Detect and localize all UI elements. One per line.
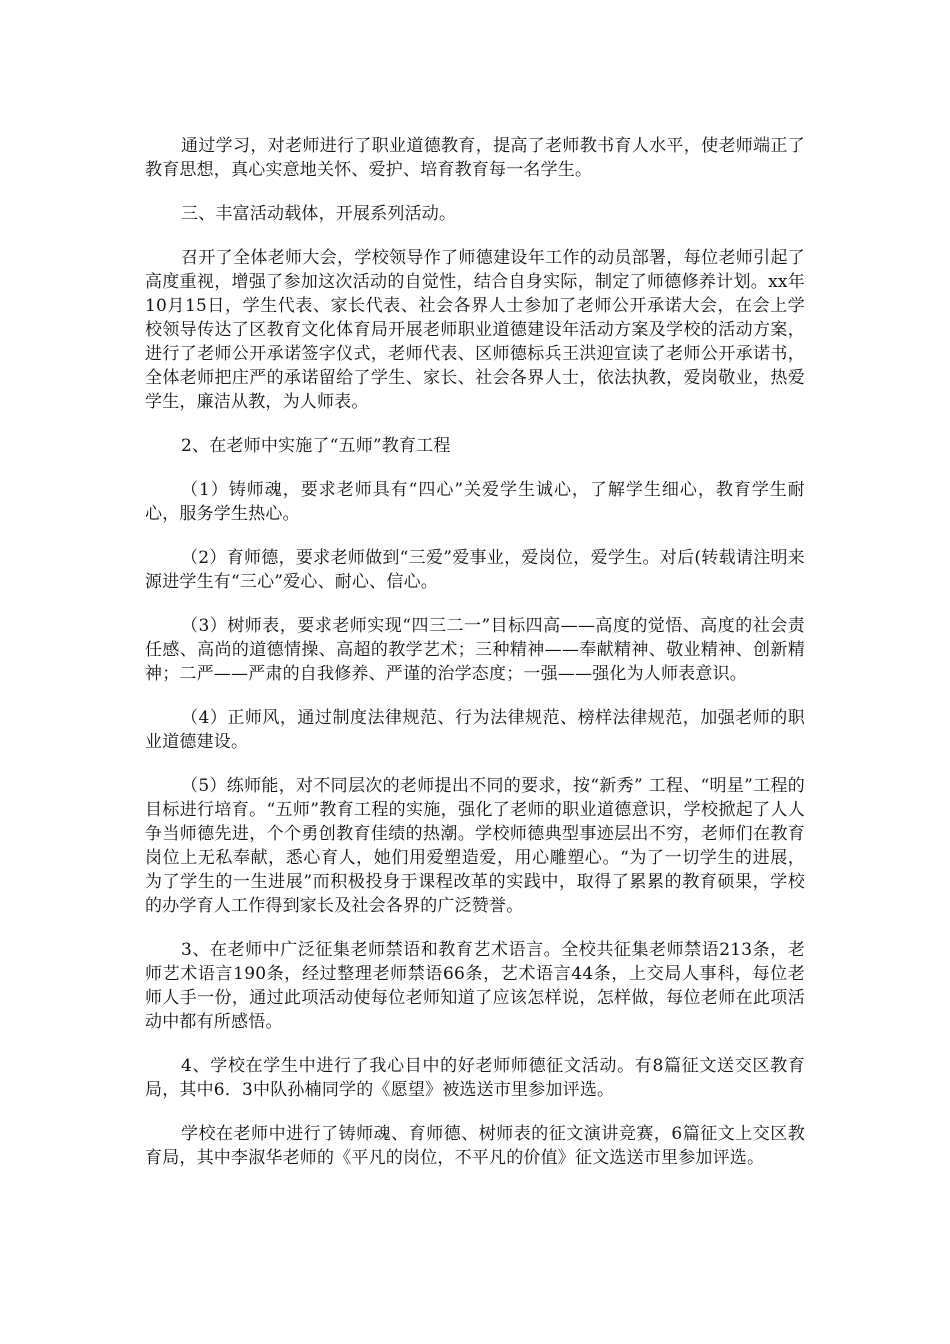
paragraph-item-4: （4）正师风，通过制度法律规范、行为法律规范、榜样法律规范，加强老师的职业道德建设。 bbox=[145, 708, 805, 752]
paragraph-item-2: （2）育师德，要求老师做到“三爱”爱事业，爱岗位，爱学生。对后(转载请注明来源进学生有“三心”爱心、耐心、信心。 bbox=[145, 548, 805, 592]
paragraph-learning-outcome: 通过学习，对老师进行了职业道德教育，提高了老师教书育人水平，使老师端正了教育思想，真心实意地关怀、爱护、培育教育每一名学生。 bbox=[145, 136, 805, 180]
paragraph-essay-contest: 学校在老师中进行了铸师魂、育师德、树师表的征文演讲竞赛，6篇征文上交区教育局，其中李淑华老师的《平凡的岗位，不平凡的价值》征文选送市里参加评选。 bbox=[145, 1124, 805, 1168]
paragraph-item-5: （5）练师能，对不同层次的老师提出不同的要求，按“新秀” 工程、“明星”工程的目标进行培育。“五师”教育工程的实施，强化了老师的职业道德意识，学校掀起了人人争当师德先进，个个勇创教育佳绩的热潮。学校师德典型事迹层出不穷，老师们在教育岗位上无私奉献，悉心育人，她们用爱塑造爱，用心雕塑心。“为了一切学生的进展，为了学生的一生进展”而积极投身于课程改革的实践中，取得了累累的教育硕果，学校的办学育人工作得到家长及社会各界的广泛赞誉。 bbox=[145, 776, 805, 916]
paragraph-item-3: （3）树师表，要求老师实现“四三二一”目标四高——高度的觉悟、高度的社会责任感、高尚的道德情操、高超的教学艺术；三种精神——奉献精神、敬业精神、创新精神；二严——严肃的自我修养、严谨的治学态度；一强——强化为人师表意识。 bbox=[145, 616, 805, 684]
paragraph-teacher-meeting: 召开了全体老师大会，学校领导作了师德建设年工作的动员部署，每位老师引起了高度重视，增强了参加这次活动的自觉性，结合自身实际，制定了师德修养计划。xx年10月15日，学生代表、家长代表、社会各界人士参加了老师公开承诺大会，在会上学校领导传达了区教育文化体育局开展老师职业道德建设年活动方案及学校的活动方案，进行了老师公开承诺签字仪式，老师代表、区师德标兵王洪迎宣读了老师公开承诺书，全体老师把庄严的承诺留给了学生、家长、社会各界人士，依法执教，爱岗敬业，热爱学生，廉洁从教，为人师表。 bbox=[145, 248, 805, 412]
paragraph-point-3: 3、在老师中广泛征集老师禁语和教育艺术语言。全校共征集老师禁语213条，老师艺术语言190条，经过整理老师禁语66条，艺术语言44条，上交局人事科，每位老师人手一份，通过此项活动使每位老师知道了应该怎样说，怎样做，每位老师在此项活动中都有所感悟。 bbox=[145, 940, 805, 1032]
section-heading-activities: 三、丰富活动载体，开展系列活动。 bbox=[181, 204, 457, 224]
section-heading-five-teacher-project: 2、在老师中实施了“五师”教育工程 bbox=[181, 436, 451, 456]
paragraph-point-4: 4、学校在学生中进行了我心目中的好老师师德征文活动。有8篇征文送交区教育局，其中6．3中队孙楠同学的《愿望》被选送市里参加评选。 bbox=[145, 1056, 805, 1100]
document-body bbox=[145, 134, 805, 1190]
paragraph-item-1: （1）铸师魂，要求老师具有“四心”关爱学生诚心，了解学生细心，教育学生耐心，服务学生热心。 bbox=[145, 480, 805, 524]
